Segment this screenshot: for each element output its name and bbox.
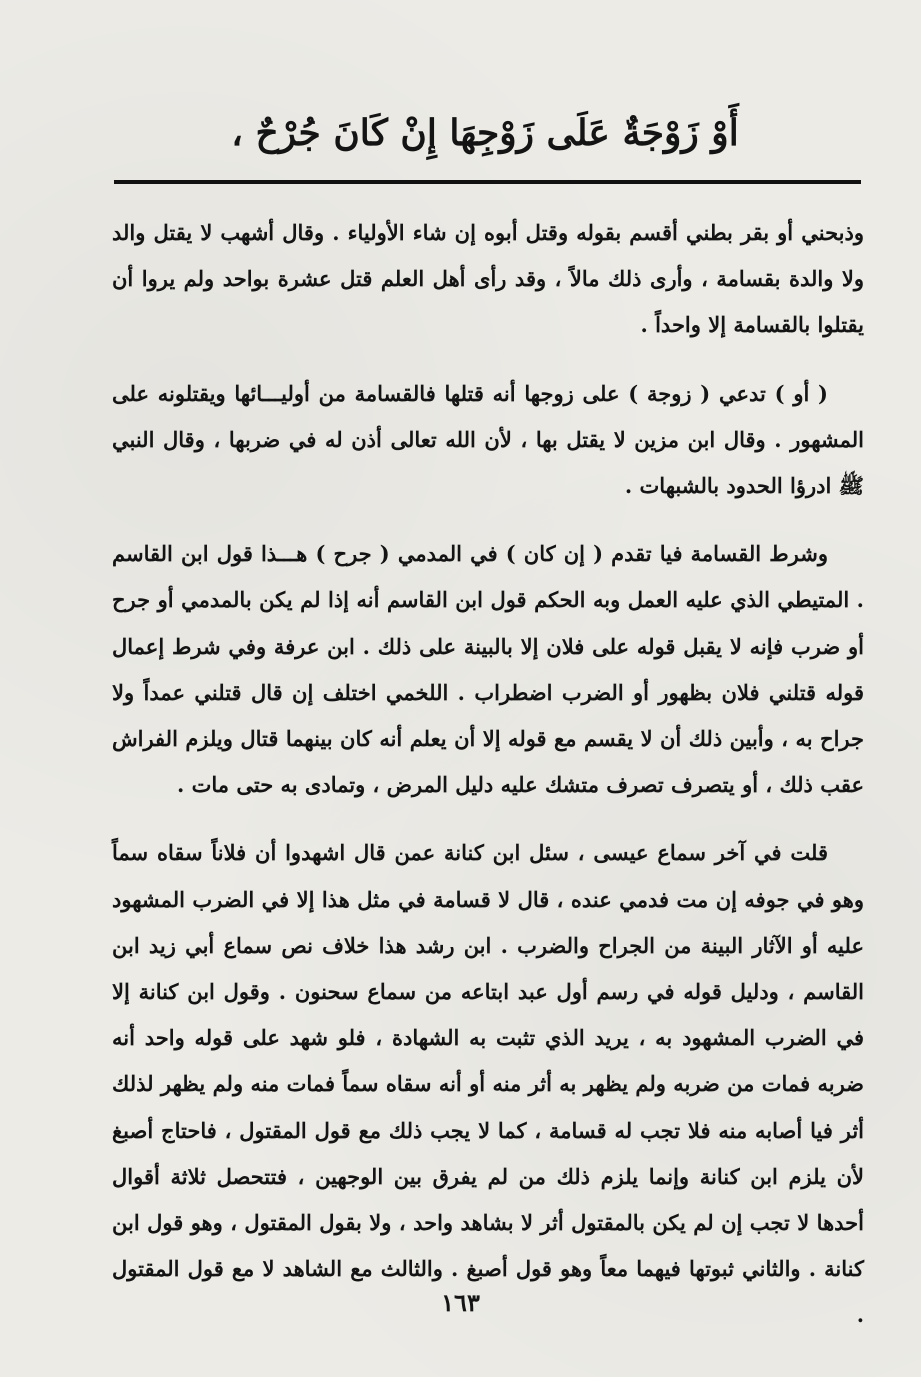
paragraph: قلت في آخر سماع عيسى ، سئل ابن كنانة عمن قال اشهدوا أن فلاناً سقاه سماً وهو في جوفه إن مت فدمي عنده ، قال لا قسامة في مثل هذا إلا في الضرب المشهود عليه أو الآثار البينة من الجراح والضرب . ابن رشد هذا خلاف نص سماع أبي زيد ابن القاسم ، ودليل قوله في رسم أول عبد ابتاعه من سماع سحنون . وقول ابن كنانة إلا في الضرب المشهود به ، يريد الذي تثبت به الشهادة ، فلو شهد على قوله واحد أنه ضربه فمات من ضربه ولم يظهر به أثر منه أو أنه سقاه سماً فمات منه ولم يظهر لذلك أثر فيا أصابه منه فلا تجب له قسامة ، كما لا يجب ذلك مع قول المقتول ، فاحتاج أصبغ لأن يلزم ابن كنانة وإنما يلزم ذلك من لم يفرق بين الوجهين ، فتتحصل ثلاثة أقوال أحدها لا تجب إن لم يكن بالمقتول أثر لا بشاهد واحد ، ولا بقول المقتول ، وهو قول ابن كنانة . والثاني ثبوتها فيهما معاً وهو قول أصبغ . والثالث مع الشاهد لا مع قول المقتول .: [112, 840, 864, 1328]
paragraph: وذبحني أو بقر بطني أقسم بقوله وقتل أبوه إن شاء الأولياء . وقال أشهب لا يقتل والد ولا والدة بقسامة ، وأرى ذلك مالاً ، وقد رأى أهل العلم قتل عشرة بواحد ولم يروا أن يقتلوا بالقسامة إلا واحداً .: [112, 220, 864, 338]
body-text: [112, 210, 864, 1339]
paragraph: وشرط القسامة فيا تقدم ( إن كان ) في المدمي ( جرح ) هـــذا قول ابن القاسم . المتيطي الذي عليه العمل وبه الحكم قول ابن القاسم أنه إذا لم يكن بالمدمي أو جرح أو ضرب فإنه لا يقبل قوله على فلان إلا بالبينة على ذلك . ابن عرفة وفي شرط إعمال قوله قتلني فلان بظهور أو الضرب اضطراب . اللخمي اختلف إن قال قتلني عمداً ولا جراح به ، وأبين ذلك أن لا يقسم مع قوله إلا أن يعلم أنه كان بينهما قتال ويلزم الفراش عقب ذلك ، أو يتصرف تصرف متشك عليه دليل المرض ، وتمادى به حتى مات .: [112, 541, 864, 798]
page-header-verse: أَوْ زَوْجَةٌ عَلَى زَوْجِهَا إِنْ كَانَ جُرْحٌ ،: [231, 112, 739, 154]
header-rule: [114, 180, 861, 184]
paragraph: ( أو ) تدعي ( زوجة ) على زوجها أنه قتلها فالقسامة من أوليـــائها ويقتلونه على المشهور . وقال ابن مزين لا يقتل بها ، لأن الله تعالى أذن له في ضربها ، وقال النبي ﷺ ادرؤا الحدود بالشبهات .: [112, 380, 864, 499]
page-number: ١٦٣: [441, 1288, 480, 1317]
